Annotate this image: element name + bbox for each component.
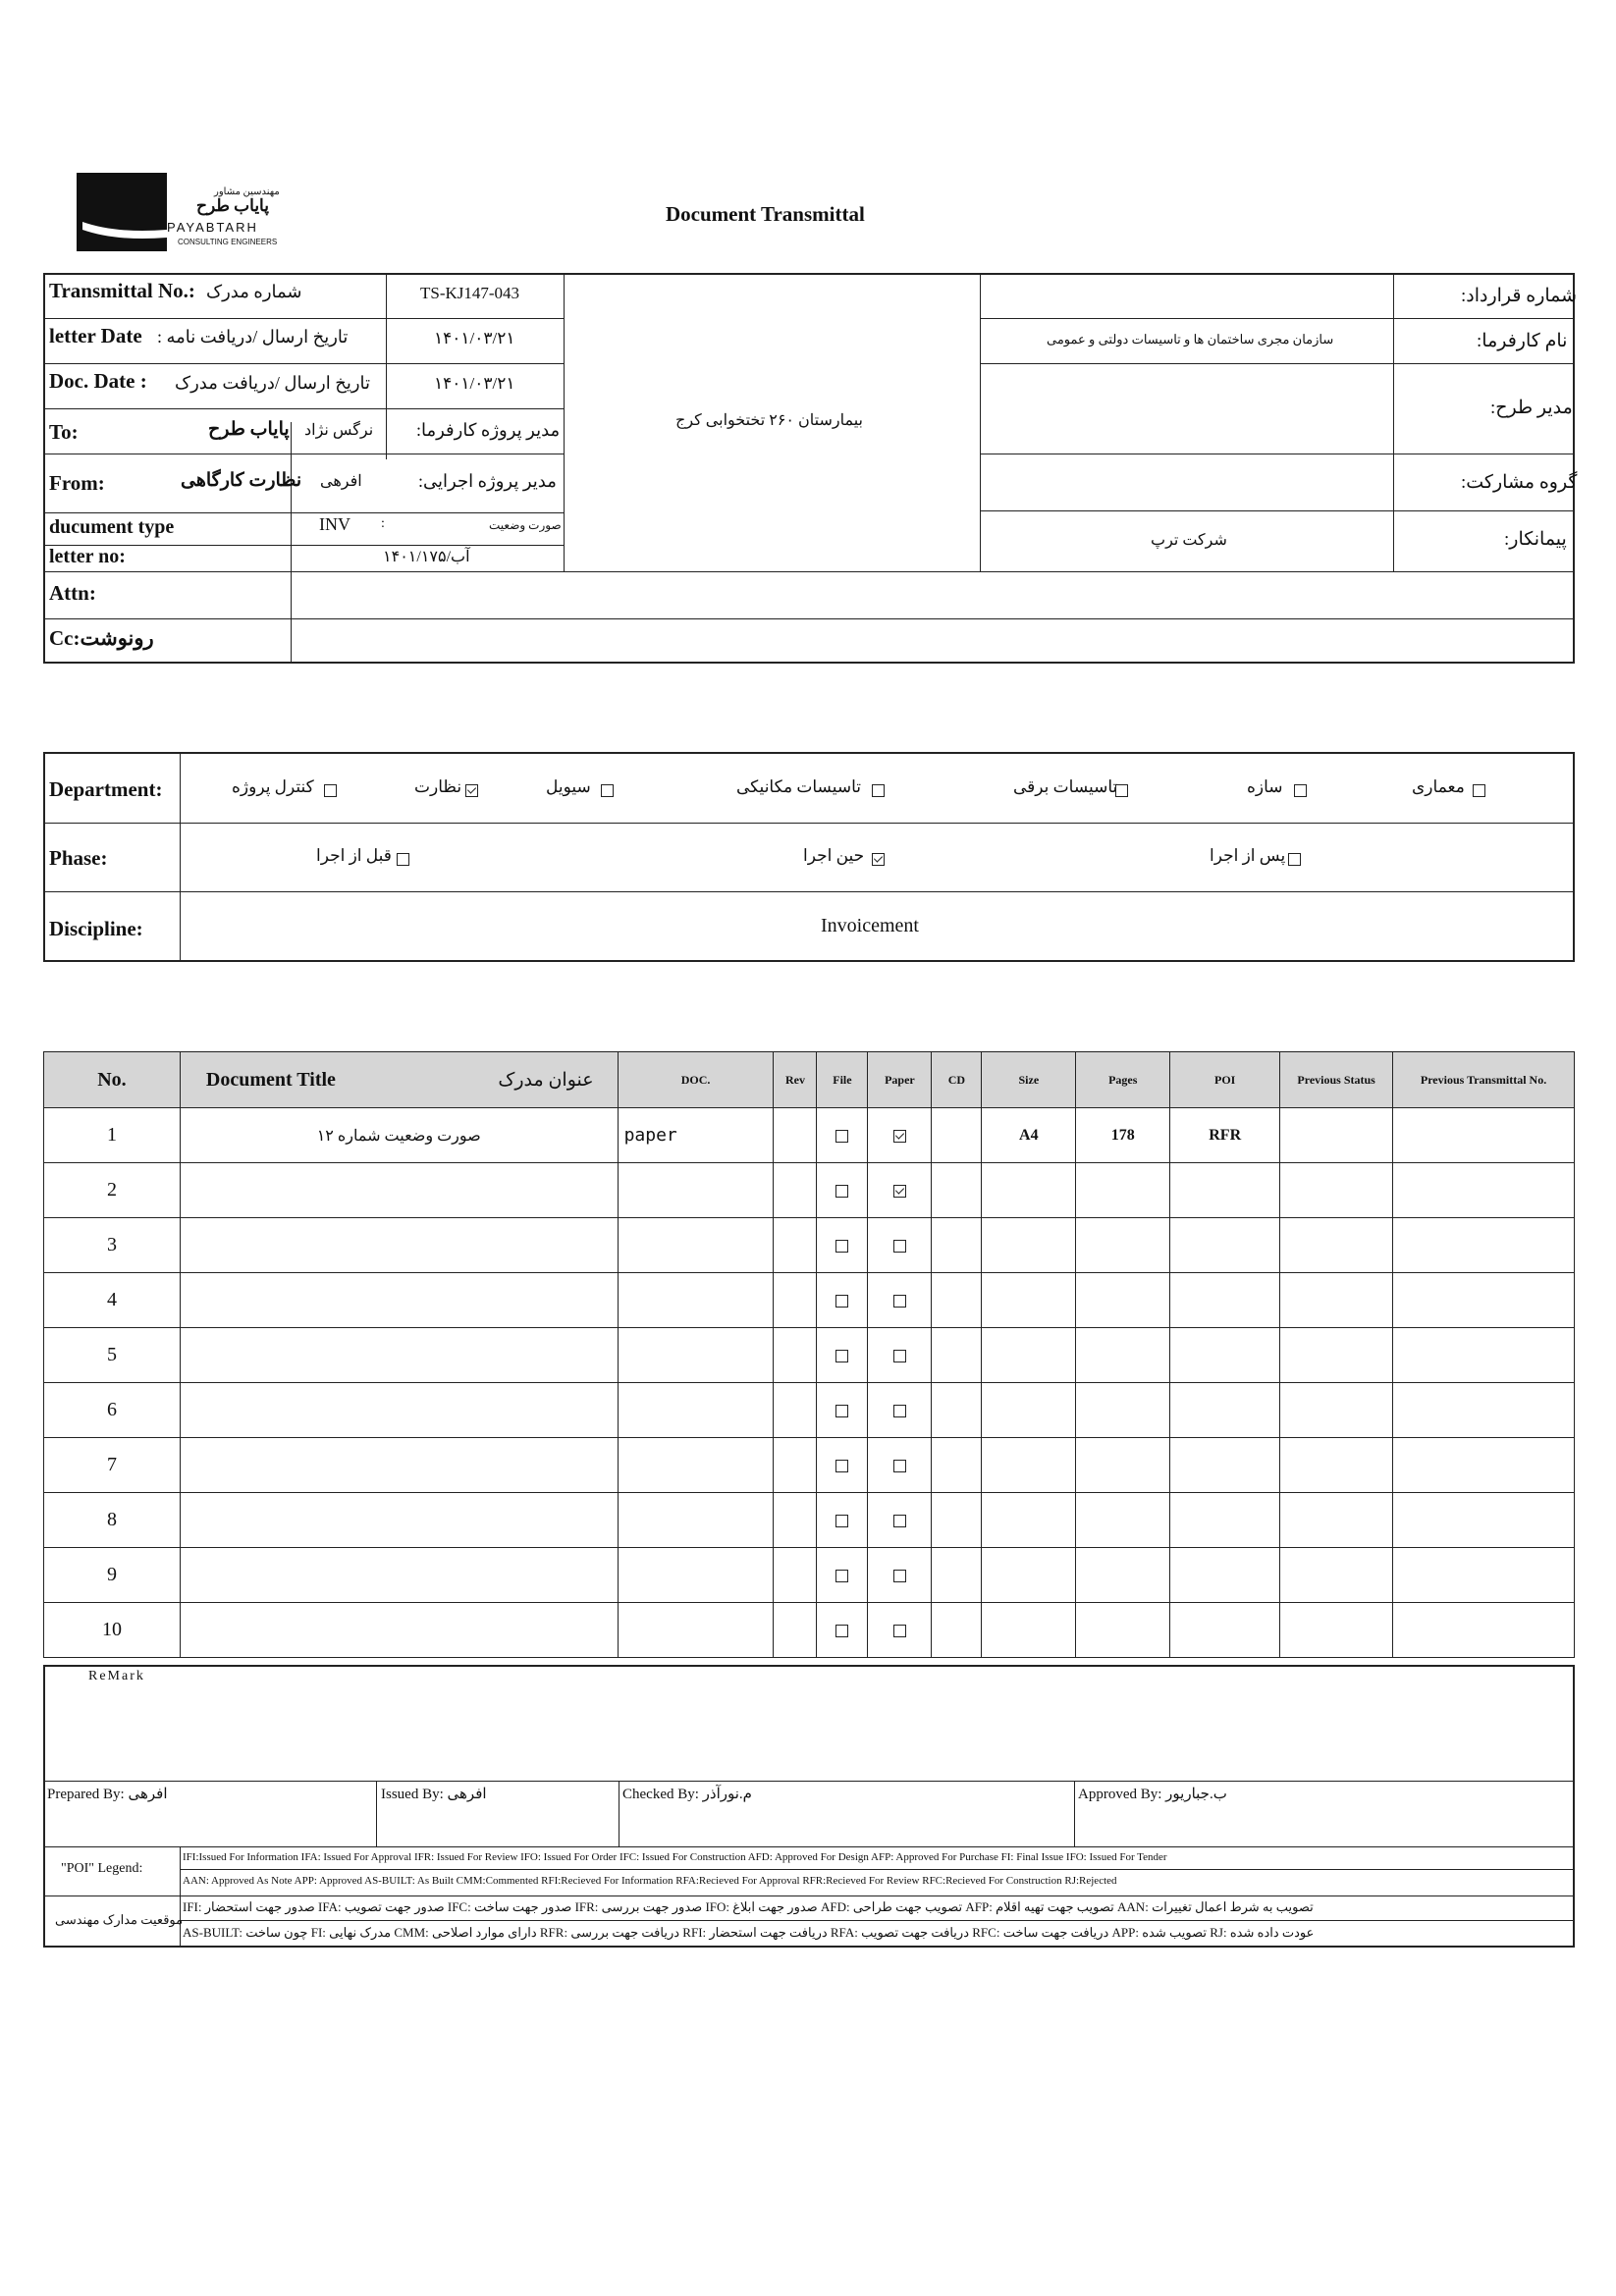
- cell-title[interactable]: [180, 1548, 618, 1603]
- cell-title[interactable]: [180, 1438, 618, 1493]
- file-checkbox[interactable]: [835, 1240, 848, 1253]
- cell-size[interactable]: [982, 1493, 1076, 1548]
- prepared-by: Prepared By: افرهی: [47, 1787, 168, 1802]
- cell-cd[interactable]: [932, 1548, 982, 1603]
- col-cd: CD: [932, 1052, 982, 1108]
- cell-prev-transmittal[interactable]: [1393, 1548, 1575, 1603]
- cell-size[interactable]: [982, 1328, 1076, 1383]
- cell-no[interactable]: 10: [44, 1603, 181, 1658]
- cell-prev-transmittal[interactable]: [1393, 1328, 1575, 1383]
- logo-mark-icon: [77, 173, 167, 251]
- table-row: [44, 1548, 1575, 1603]
- col-poi: POI: [1170, 1052, 1280, 1108]
- cell-prev-transmittal[interactable]: [1393, 1273, 1575, 1328]
- file-checkbox[interactable]: [835, 1185, 848, 1198]
- checkbox[interactable]: [1115, 784, 1128, 797]
- cell-no[interactable]: 9: [44, 1548, 181, 1603]
- issued-by: Issued By: افرهی: [381, 1787, 487, 1802]
- cell-prev-transmittal[interactable]: [1393, 1438, 1575, 1493]
- cell-prev-status[interactable]: [1280, 1603, 1393, 1658]
- cell-file[interactable]: [817, 1603, 868, 1658]
- file-checkbox[interactable]: [835, 1295, 848, 1308]
- cell-pages[interactable]: [1076, 1548, 1170, 1603]
- cell-no[interactable]: 8: [44, 1493, 181, 1548]
- cell-paper[interactable]: [868, 1493, 932, 1548]
- cell-cd[interactable]: [932, 1273, 982, 1328]
- table-row: [44, 1163, 1575, 1218]
- cell-rev[interactable]: [774, 1218, 817, 1273]
- cell-prev-status[interactable]: [1280, 1108, 1393, 1163]
- paper-checkbox-checked[interactable]: [893, 1130, 906, 1143]
- doc-date-label: Doc. Date :: [49, 369, 147, 393]
- cell-cd[interactable]: [932, 1108, 982, 1163]
- cell-doc[interactable]: [618, 1163, 774, 1218]
- checkbox-checked[interactable]: [872, 853, 885, 866]
- from-person: افرهی: [320, 473, 362, 490]
- checked-by: Checked By: م.نورآذر: [622, 1787, 752, 1802]
- poi-legend-label: "POI" Legend:: [61, 1861, 143, 1876]
- doc-date-value: ۱۴۰۱/۰۳/۲۱: [434, 374, 515, 393]
- department-item-civil[interactable]: سیویل: [546, 777, 559, 795]
- cell-file[interactable]: [817, 1383, 868, 1438]
- cell-poi[interactable]: [1170, 1603, 1280, 1658]
- cell-poi[interactable]: [1170, 1328, 1280, 1383]
- logo-en-name: PAYABTARH: [167, 220, 258, 235]
- from-value: نظارت کارگاهی: [181, 470, 302, 491]
- logo-en-sub: CONSULTING ENGINEERS: [178, 238, 278, 246]
- file-checkbox[interactable]: [835, 1515, 848, 1527]
- client-value: سازمان مجری ساختمان ها و تاسیسات دولتی و عمومی: [1047, 332, 1334, 347]
- cell-prev-transmittal[interactable]: [1393, 1603, 1575, 1658]
- table-row: [44, 1493, 1575, 1548]
- paper-checkbox[interactable]: [893, 1350, 906, 1362]
- cell-rev[interactable]: [774, 1163, 817, 1218]
- page-title: Document Transmittal: [666, 202, 865, 226]
- doctype-label: ducument type: [49, 516, 175, 538]
- department-item-structure[interactable]: سازه: [1247, 777, 1260, 795]
- table-row: [44, 1273, 1575, 1328]
- col-file: File: [817, 1052, 868, 1108]
- cell-poi[interactable]: [1170, 1273, 1280, 1328]
- cell-no[interactable]: 6: [44, 1383, 181, 1438]
- contractor-label: پیمانکار:: [1504, 529, 1567, 550]
- table-row: [44, 1328, 1575, 1383]
- cell-prev-status[interactable]: [1280, 1328, 1393, 1383]
- paper-checkbox[interactable]: [893, 1515, 906, 1527]
- cell-prev-transmittal[interactable]: [1393, 1383, 1575, 1438]
- cell-title[interactable]: [180, 1273, 618, 1328]
- cell-pages[interactable]: [1076, 1328, 1170, 1383]
- discipline-label: Discipline:: [49, 917, 143, 940]
- cell-title[interactable]: [180, 1383, 618, 1438]
- documents-table: [43, 1051, 1575, 1658]
- legend-line-1: IFI:Issued For Information IFA: Issued For Approval IFR: Issued For Review IFO: Issued For Order IFC: Issued For Construction AFD: Approved For Design AFP: Approved For Purchase FI: Final Issue IFO: Issued For Tender: [183, 1851, 1167, 1863]
- cell-poi[interactable]: RFR: [1170, 1108, 1280, 1163]
- checkbox[interactable]: [872, 784, 885, 797]
- phase-item-pre[interactable]: قبل از اجرا: [316, 846, 329, 864]
- to-value: پایاب طرح: [208, 419, 290, 440]
- doctype-value: INV: [319, 514, 350, 534]
- cell-doc[interactable]: paper: [618, 1108, 774, 1163]
- col-rev: Rev: [774, 1052, 817, 1108]
- cell-prev-transmittal[interactable]: [1393, 1108, 1575, 1163]
- status-legend-label: موقعیت مدارک مهندسی: [55, 1912, 184, 1927]
- cell-prev-status[interactable]: [1280, 1163, 1393, 1218]
- cell-prev-transmittal[interactable]: [1393, 1493, 1575, 1548]
- cell-doc[interactable]: [618, 1218, 774, 1273]
- checkbox[interactable]: [1473, 784, 1485, 797]
- col-size: Size: [982, 1052, 1076, 1108]
- cell-title[interactable]: [180, 1163, 618, 1218]
- design-manager-label: مدیر طرح:: [1490, 398, 1573, 418]
- cell-no[interactable]: 5: [44, 1328, 181, 1383]
- col-title-fa: عنوان مدرک: [498, 1069, 594, 1091]
- cell-rev[interactable]: [774, 1548, 817, 1603]
- file-checkbox[interactable]: [835, 1405, 848, 1417]
- cell-paper[interactable]: [868, 1438, 932, 1493]
- cell-paper[interactable]: [868, 1603, 932, 1658]
- cell-cd[interactable]: [932, 1438, 982, 1493]
- approved-by: Approved By: ب.جباریور: [1078, 1787, 1227, 1802]
- department-item-electrical[interactable]: تاسیسات برقی: [1013, 777, 1026, 795]
- cell-file[interactable]: [817, 1328, 868, 1383]
- cell-size[interactable]: [982, 1383, 1076, 1438]
- to-role: مدیر پروژه کارفرما:: [416, 420, 561, 440]
- cell-cd[interactable]: [932, 1493, 982, 1548]
- phase-label: Phase:: [49, 846, 108, 870]
- company-logo: [77, 173, 288, 251]
- doctype-fa: صورت وضعیت: [489, 518, 562, 532]
- cell-poi[interactable]: [1170, 1218, 1280, 1273]
- cell-doc[interactable]: [618, 1273, 774, 1328]
- paper-checkbox[interactable]: [893, 1405, 906, 1417]
- cell-paper[interactable]: [868, 1328, 932, 1383]
- cell-title[interactable]: [180, 1328, 618, 1383]
- table-row: [44, 1108, 1575, 1163]
- cell-pages[interactable]: [1076, 1273, 1170, 1328]
- cell-doc[interactable]: [618, 1383, 774, 1438]
- cell-pages[interactable]: [1076, 1218, 1170, 1273]
- letter-date-label: letter Date: [49, 324, 142, 347]
- discipline-value: Invoicement: [821, 915, 919, 936]
- col-no: No.: [44, 1052, 181, 1108]
- letterno-value: ۱۴۰۱/آب/۱۷۵: [383, 549, 470, 565]
- cell-paper[interactable]: [868, 1383, 932, 1438]
- cell-file[interactable]: [817, 1218, 868, 1273]
- table-row: [44, 1383, 1575, 1438]
- col-paper: Paper: [868, 1052, 932, 1108]
- legend-line-4: AS-BUILT: چون ساخت FI: مدرک نهایی CMM: دارای موارد اصلاحی RFR: دریافت جهت بررسی RFI: دریافت جهت استحضار RFA: دریافت جهت تصویب RFC: دریافت جهت ساخت APP: تصویب شده RJ: عودت داده شده: [183, 1925, 1315, 1940]
- cell-rev[interactable]: [774, 1273, 817, 1328]
- cell-rev[interactable]: [774, 1108, 817, 1163]
- cell-size[interactable]: [982, 1548, 1076, 1603]
- cell-paper[interactable]: [868, 1163, 932, 1218]
- department-label: Department:: [49, 777, 163, 801]
- from-label: From:: [49, 471, 105, 495]
- table-row: [44, 1438, 1575, 1493]
- logo-fa-name: پایاب طرح: [196, 196, 269, 215]
- department-item-project-control[interactable]: کنترل پروژه: [232, 777, 244, 795]
- cell-title[interactable]: صورت وضعیت شماره ۱۲: [180, 1108, 618, 1163]
- cell-pages[interactable]: 178: [1076, 1108, 1170, 1163]
- department-item-mechanical[interactable]: تاسیسات مکانیکی: [736, 777, 749, 795]
- col-title: [180, 1052, 618, 1108]
- cell-paper[interactable]: [868, 1273, 932, 1328]
- phase-item-post[interactable]: پس از اجرا: [1210, 846, 1222, 864]
- checkbox[interactable]: [601, 784, 614, 797]
- legend-line-2: AAN: Approved As Note APP: Approved AS-BUILT: As Built CMM:Commented RFI:Recieved For Information RFA:Recieved For Approval RFR:Recieved For Review RFC:Recieved For Construction RJ:Rejected: [183, 1875, 1117, 1887]
- paper-checkbox[interactable]: [893, 1625, 906, 1637]
- cell-file[interactable]: [817, 1273, 868, 1328]
- transmittal-label: Transmittal No.:: [49, 279, 195, 302]
- paper-checkbox[interactable]: [893, 1570, 906, 1582]
- cell-pages[interactable]: [1076, 1493, 1170, 1548]
- paper-checkbox-checked[interactable]: [893, 1185, 906, 1198]
- cell-prev-transmittal[interactable]: [1393, 1218, 1575, 1273]
- cell-prev-status[interactable]: [1280, 1383, 1393, 1438]
- transmittal-label-fa: شماره مدرک: [206, 282, 302, 301]
- cell-poi[interactable]: [1170, 1163, 1280, 1218]
- cell-pages[interactable]: [1076, 1163, 1170, 1218]
- checkbox[interactable]: [397, 853, 409, 866]
- cell-paper[interactable]: [868, 1108, 932, 1163]
- cell-doc[interactable]: [618, 1493, 774, 1548]
- cell-no[interactable]: 2: [44, 1163, 181, 1218]
- cell-cd[interactable]: [932, 1603, 982, 1658]
- cell-pages[interactable]: [1076, 1438, 1170, 1493]
- paper-checkbox[interactable]: [893, 1240, 906, 1253]
- department-item-supervision[interactable]: نظارت: [414, 777, 427, 795]
- cell-pages[interactable]: [1076, 1603, 1170, 1658]
- col-pages: Pages: [1076, 1052, 1170, 1108]
- cc-label: Cc:رونوشت: [49, 626, 154, 650]
- paper-checkbox[interactable]: [893, 1460, 906, 1472]
- cell-paper[interactable]: [868, 1548, 932, 1603]
- cell-rev[interactable]: [774, 1603, 817, 1658]
- cell-file[interactable]: [817, 1548, 868, 1603]
- contract-no-label: شماره قرارداد:: [1461, 286, 1578, 306]
- cell-rev[interactable]: [774, 1493, 817, 1548]
- cell-file[interactable]: [817, 1493, 868, 1548]
- file-checkbox[interactable]: [835, 1130, 848, 1143]
- cell-poi[interactable]: [1170, 1493, 1280, 1548]
- checkbox-checked[interactable]: [465, 784, 478, 797]
- cell-prev-status[interactable]: [1280, 1493, 1393, 1548]
- file-checkbox[interactable]: [835, 1570, 848, 1582]
- cell-prev-transmittal[interactable]: [1393, 1163, 1575, 1218]
- cell-doc[interactable]: [618, 1438, 774, 1493]
- logo-fa-top: مهندسین مشاور: [214, 187, 280, 197]
- cell-size[interactable]: A4: [982, 1108, 1076, 1163]
- cell-pages[interactable]: [1076, 1383, 1170, 1438]
- cell-file[interactable]: [817, 1163, 868, 1218]
- cell-rev[interactable]: [774, 1438, 817, 1493]
- letter-date-value: ۱۴۰۱/۰۳/۲۱: [434, 329, 515, 347]
- cell-no[interactable]: 4: [44, 1273, 181, 1328]
- cell-doc[interactable]: [618, 1603, 774, 1658]
- cell-size[interactable]: [982, 1603, 1076, 1658]
- col-prev-transmittal: Previous Transmittal No.: [1393, 1052, 1575, 1108]
- doctype-colon: :: [381, 516, 385, 531]
- file-checkbox[interactable]: [835, 1625, 848, 1637]
- cell-prev-status[interactable]: [1280, 1548, 1393, 1603]
- col-prev-status: Previous Status: [1280, 1052, 1393, 1108]
- table-header-row: [44, 1052, 1575, 1108]
- cell-cd[interactable]: [932, 1383, 982, 1438]
- cell-doc[interactable]: [618, 1328, 774, 1383]
- department-item-architecture[interactable]: معماری: [1412, 777, 1425, 795]
- checkbox[interactable]: [1288, 853, 1301, 866]
- phase-item-during[interactable]: حین اجرا: [803, 846, 816, 864]
- cell-poi[interactable]: [1170, 1383, 1280, 1438]
- legend-line-3: IFI: صدور جهت استحضار IFA: صدور جهت تصویب IFC: صدور جهت ساخت IFR: صدور جهت بررسی IFO: صدور جهت ابلاغ AFD: تصویب جهت طراحی AFP: تصویب جهت تهیه اقلام AAN: تصویب به شرط اعمال تغییرات: [183, 1899, 1314, 1914]
- project-name: بیمارستان ۲۶۰ تختخوابی کرج: [675, 412, 863, 429]
- cell-no[interactable]: 3: [44, 1218, 181, 1273]
- transmittal-value: TS-KJ147-043: [420, 284, 520, 302]
- cell-cd[interactable]: [932, 1163, 982, 1218]
- cell-title[interactable]: [180, 1493, 618, 1548]
- col-doc: DOC.: [618, 1052, 774, 1108]
- remark-label: ReMark: [88, 1669, 145, 1683]
- letter-date-label-fa: تاریخ ارسال /دریافت نامه :: [157, 327, 349, 347]
- to-label: To:: [49, 420, 79, 444]
- doc-date-label-fa: تاریخ ارسال /دریافت مدرک: [175, 373, 371, 393]
- file-checkbox[interactable]: [835, 1460, 848, 1472]
- cell-file[interactable]: [817, 1438, 868, 1493]
- paper-checkbox[interactable]: [893, 1295, 906, 1308]
- cell-poi[interactable]: [1170, 1438, 1280, 1493]
- cell-size[interactable]: [982, 1438, 1076, 1493]
- cell-paper[interactable]: [868, 1218, 932, 1273]
- cell-prev-status[interactable]: [1280, 1273, 1393, 1328]
- checkbox[interactable]: [324, 784, 337, 797]
- cell-prev-status[interactable]: [1280, 1438, 1393, 1493]
- cell-cd[interactable]: [932, 1328, 982, 1383]
- cell-size[interactable]: [982, 1163, 1076, 1218]
- checkbox[interactable]: [1294, 784, 1307, 797]
- cell-cd[interactable]: [932, 1218, 982, 1273]
- cell-title[interactable]: [180, 1603, 618, 1658]
- col-title-en: Document Title: [205, 1068, 336, 1091]
- cell-doc[interactable]: [618, 1548, 774, 1603]
- cell-no[interactable]: 7: [44, 1438, 181, 1493]
- table-row: [44, 1603, 1575, 1658]
- cell-rev[interactable]: [774, 1328, 817, 1383]
- contractor-value: شرکت ترپ: [1151, 532, 1227, 549]
- cell-size[interactable]: [982, 1273, 1076, 1328]
- to-person: نرگس نژاد: [304, 422, 374, 439]
- cell-rev[interactable]: [774, 1383, 817, 1438]
- partnership-label: گروه مشارکت:: [1461, 472, 1578, 493]
- cell-file[interactable]: [817, 1108, 868, 1163]
- cell-no[interactable]: 1: [44, 1108, 181, 1163]
- cell-prev-status[interactable]: [1280, 1218, 1393, 1273]
- client-label: نام کارفرما:: [1477, 331, 1568, 351]
- from-role: مدیر پروژه اجرایی:: [418, 471, 557, 491]
- file-checkbox[interactable]: [835, 1350, 848, 1362]
- cell-poi[interactable]: [1170, 1548, 1280, 1603]
- attn-label: Attn:: [49, 581, 96, 605]
- cell-title[interactable]: [180, 1218, 618, 1273]
- table-row: [44, 1218, 1575, 1273]
- letterno-label: letter no:: [49, 546, 126, 567]
- cell-size[interactable]: [982, 1218, 1076, 1273]
